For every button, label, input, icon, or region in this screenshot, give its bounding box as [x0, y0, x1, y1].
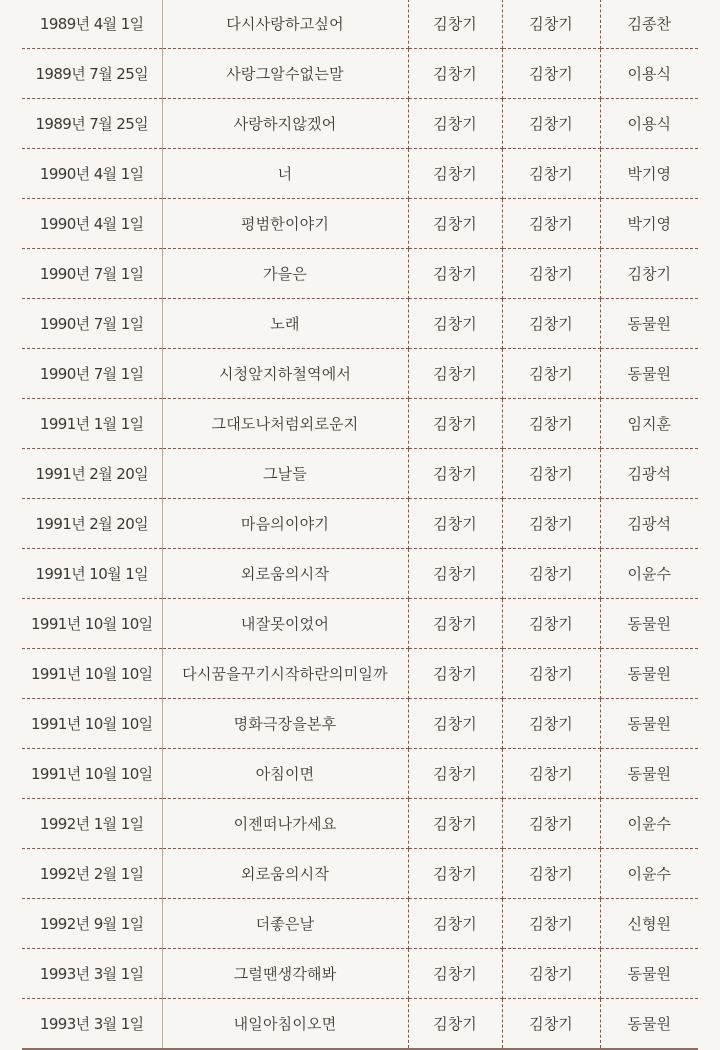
lyricist-cell: 김창기 [408, 0, 502, 49]
arranger-cell: 동물원 [600, 949, 698, 999]
song-title-cell: 다시꿈을꾸기시작하란의미일까 [162, 649, 408, 699]
table-row [22, 49, 698, 99]
arranger-cell: 동물원 [600, 299, 698, 349]
lyricist-cell: 김창기 [408, 299, 502, 349]
composer-cell: 김창기 [502, 749, 600, 799]
lyricist-cell: 김창기 [408, 399, 502, 449]
release-date-cell: 1991년 10월 10일 [22, 699, 162, 749]
composer-cell: 김창기 [502, 199, 600, 249]
lyricist-cell: 김창기 [408, 999, 502, 1050]
composer-cell: 김창기 [502, 249, 600, 299]
table-row [22, 0, 698, 49]
song-title-cell: 더좋은날 [162, 899, 408, 949]
table-row [22, 599, 698, 649]
song-title-cell: 평범한이야기 [162, 199, 408, 249]
song-table-body [22, 0, 698, 1049]
song-title-cell: 사랑그알수없는말 [162, 49, 408, 99]
arranger-cell: 신형원 [600, 899, 698, 949]
composer-cell: 김창기 [502, 499, 600, 549]
arranger-cell: 이용식 [600, 99, 698, 149]
arranger-cell: 김광석 [600, 499, 698, 549]
arranger-cell: 이용식 [600, 49, 698, 99]
arranger-cell: 김창기 [600, 249, 698, 299]
arranger-cell: 이윤수 [600, 849, 698, 899]
table-row [22, 449, 698, 499]
release-date-cell: 1991년 10월 10일 [22, 749, 162, 799]
composer-cell: 김창기 [502, 999, 600, 1050]
arranger-cell: 동물원 [600, 749, 698, 799]
composer-cell: 김창기 [502, 649, 600, 699]
lyricist-cell: 김창기 [408, 949, 502, 999]
song-title-cell: 다시사랑하고싶어 [162, 0, 408, 49]
table-row [22, 99, 698, 149]
song-title-cell: 마음의이야기 [162, 499, 408, 549]
composer-cell: 김창기 [502, 799, 600, 849]
song-title-cell: 노래 [162, 299, 408, 349]
lyricist-cell: 김창기 [408, 249, 502, 299]
composer-cell: 김창기 [502, 349, 600, 399]
release-date-cell: 1993년 3월 1일 [22, 999, 162, 1050]
table-row [22, 349, 698, 399]
song-title-cell: 외로움의시작 [162, 849, 408, 899]
release-date-cell: 1990년 7월 1일 [22, 299, 162, 349]
composer-cell: 김창기 [502, 49, 600, 99]
release-date-cell: 1992년 9월 1일 [22, 899, 162, 949]
lyricist-cell: 김창기 [408, 599, 502, 649]
composer-cell: 김창기 [502, 849, 600, 899]
release-date-cell: 1990년 7월 1일 [22, 249, 162, 299]
table-row [22, 699, 698, 749]
song-title-cell: 아침이면 [162, 749, 408, 799]
song-title-cell: 그럴땐생각해봐 [162, 949, 408, 999]
arranger-cell: 동물원 [600, 649, 698, 699]
release-date-cell: 1989년 7월 25일 [22, 49, 162, 99]
lyricist-cell: 김창기 [408, 449, 502, 499]
song-title-cell: 명화극장을본후 [162, 699, 408, 749]
composer-cell: 김창기 [502, 699, 600, 749]
release-date-cell: 1989년 4월 1일 [22, 0, 162, 49]
release-date-cell: 1991년 2월 20일 [22, 449, 162, 499]
arranger-cell: 동물원 [600, 599, 698, 649]
song-title-cell: 이젠떠나가세요 [162, 799, 408, 849]
song-title-cell: 가을은 [162, 249, 408, 299]
lyricist-cell: 김창기 [408, 199, 502, 249]
lyricist-cell: 김창기 [408, 499, 502, 549]
lyricist-cell: 김창기 [408, 849, 502, 899]
lyricist-cell: 김창기 [408, 749, 502, 799]
arranger-cell: 이윤수 [600, 799, 698, 849]
table-row [22, 899, 698, 949]
arranger-cell: 박기영 [600, 199, 698, 249]
song-title-cell: 사랑하지않겠어 [162, 99, 408, 149]
release-date-cell: 1989년 7월 25일 [22, 99, 162, 149]
table-row [22, 499, 698, 549]
composer-cell: 김창기 [502, 949, 600, 999]
table-row [22, 299, 698, 349]
composer-cell: 김창기 [502, 599, 600, 649]
song-table [22, 0, 698, 1050]
release-date-cell: 1991년 1월 1일 [22, 399, 162, 449]
table-row [22, 949, 698, 999]
release-date-cell: 1991년 10월 1일 [22, 549, 162, 599]
composer-cell: 김창기 [502, 99, 600, 149]
lyricist-cell: 김창기 [408, 49, 502, 99]
composer-cell: 김창기 [502, 899, 600, 949]
table-row [22, 149, 698, 199]
arranger-cell: 임지훈 [600, 399, 698, 449]
release-date-cell: 1990년 4월 1일 [22, 199, 162, 249]
table-row [22, 999, 698, 1050]
composer-cell: 김창기 [502, 0, 600, 49]
lyricist-cell: 김창기 [408, 799, 502, 849]
table-row [22, 199, 698, 249]
arranger-cell: 김종찬 [600, 0, 698, 49]
table-row [22, 399, 698, 449]
lyricist-cell: 김창기 [408, 99, 502, 149]
table-row [22, 249, 698, 299]
song-title-cell: 그대도나처럼외로운지 [162, 399, 408, 449]
release-date-cell: 1991년 10월 10일 [22, 599, 162, 649]
lyricist-cell: 김창기 [408, 349, 502, 399]
release-date-cell: 1990년 4월 1일 [22, 149, 162, 199]
table-row [22, 649, 698, 699]
arranger-cell: 동물원 [600, 699, 698, 749]
composer-cell: 김창기 [502, 449, 600, 499]
release-date-cell: 1992년 2월 1일 [22, 849, 162, 899]
song-title-cell: 시청앞지하철역에서 [162, 349, 408, 399]
arranger-cell: 박기영 [600, 149, 698, 199]
lyricist-cell: 김창기 [408, 699, 502, 749]
release-date-cell: 1991년 10월 10일 [22, 649, 162, 699]
song-title-cell: 내잘못이었어 [162, 599, 408, 649]
song-title-cell: 외로움의시작 [162, 549, 408, 599]
release-date-cell: 1991년 2월 20일 [22, 499, 162, 549]
lyricist-cell: 김창기 [408, 549, 502, 599]
table-row [22, 749, 698, 799]
table-row [22, 799, 698, 849]
lyricist-cell: 김창기 [408, 149, 502, 199]
lyricist-cell: 김창기 [408, 899, 502, 949]
release-date-cell: 1993년 3월 1일 [22, 949, 162, 999]
song-title-cell: 그날들 [162, 449, 408, 499]
arranger-cell: 동물원 [600, 999, 698, 1050]
arranger-cell: 동물원 [600, 349, 698, 399]
table-row [22, 549, 698, 599]
release-date-cell: 1990년 7월 1일 [22, 349, 162, 399]
song-title-cell: 너 [162, 149, 408, 199]
composer-cell: 김창기 [502, 549, 600, 599]
song-list-container [22, 0, 698, 1039]
composer-cell: 김창기 [502, 299, 600, 349]
release-date-cell: 1992년 1월 1일 [22, 799, 162, 849]
song-title-cell: 내일아침이오면 [162, 999, 408, 1050]
arranger-cell: 김광석 [600, 449, 698, 499]
table-row [22, 849, 698, 899]
composer-cell: 김창기 [502, 149, 600, 199]
composer-cell: 김창기 [502, 399, 600, 449]
arranger-cell: 이윤수 [600, 549, 698, 599]
lyricist-cell: 김창기 [408, 649, 502, 699]
